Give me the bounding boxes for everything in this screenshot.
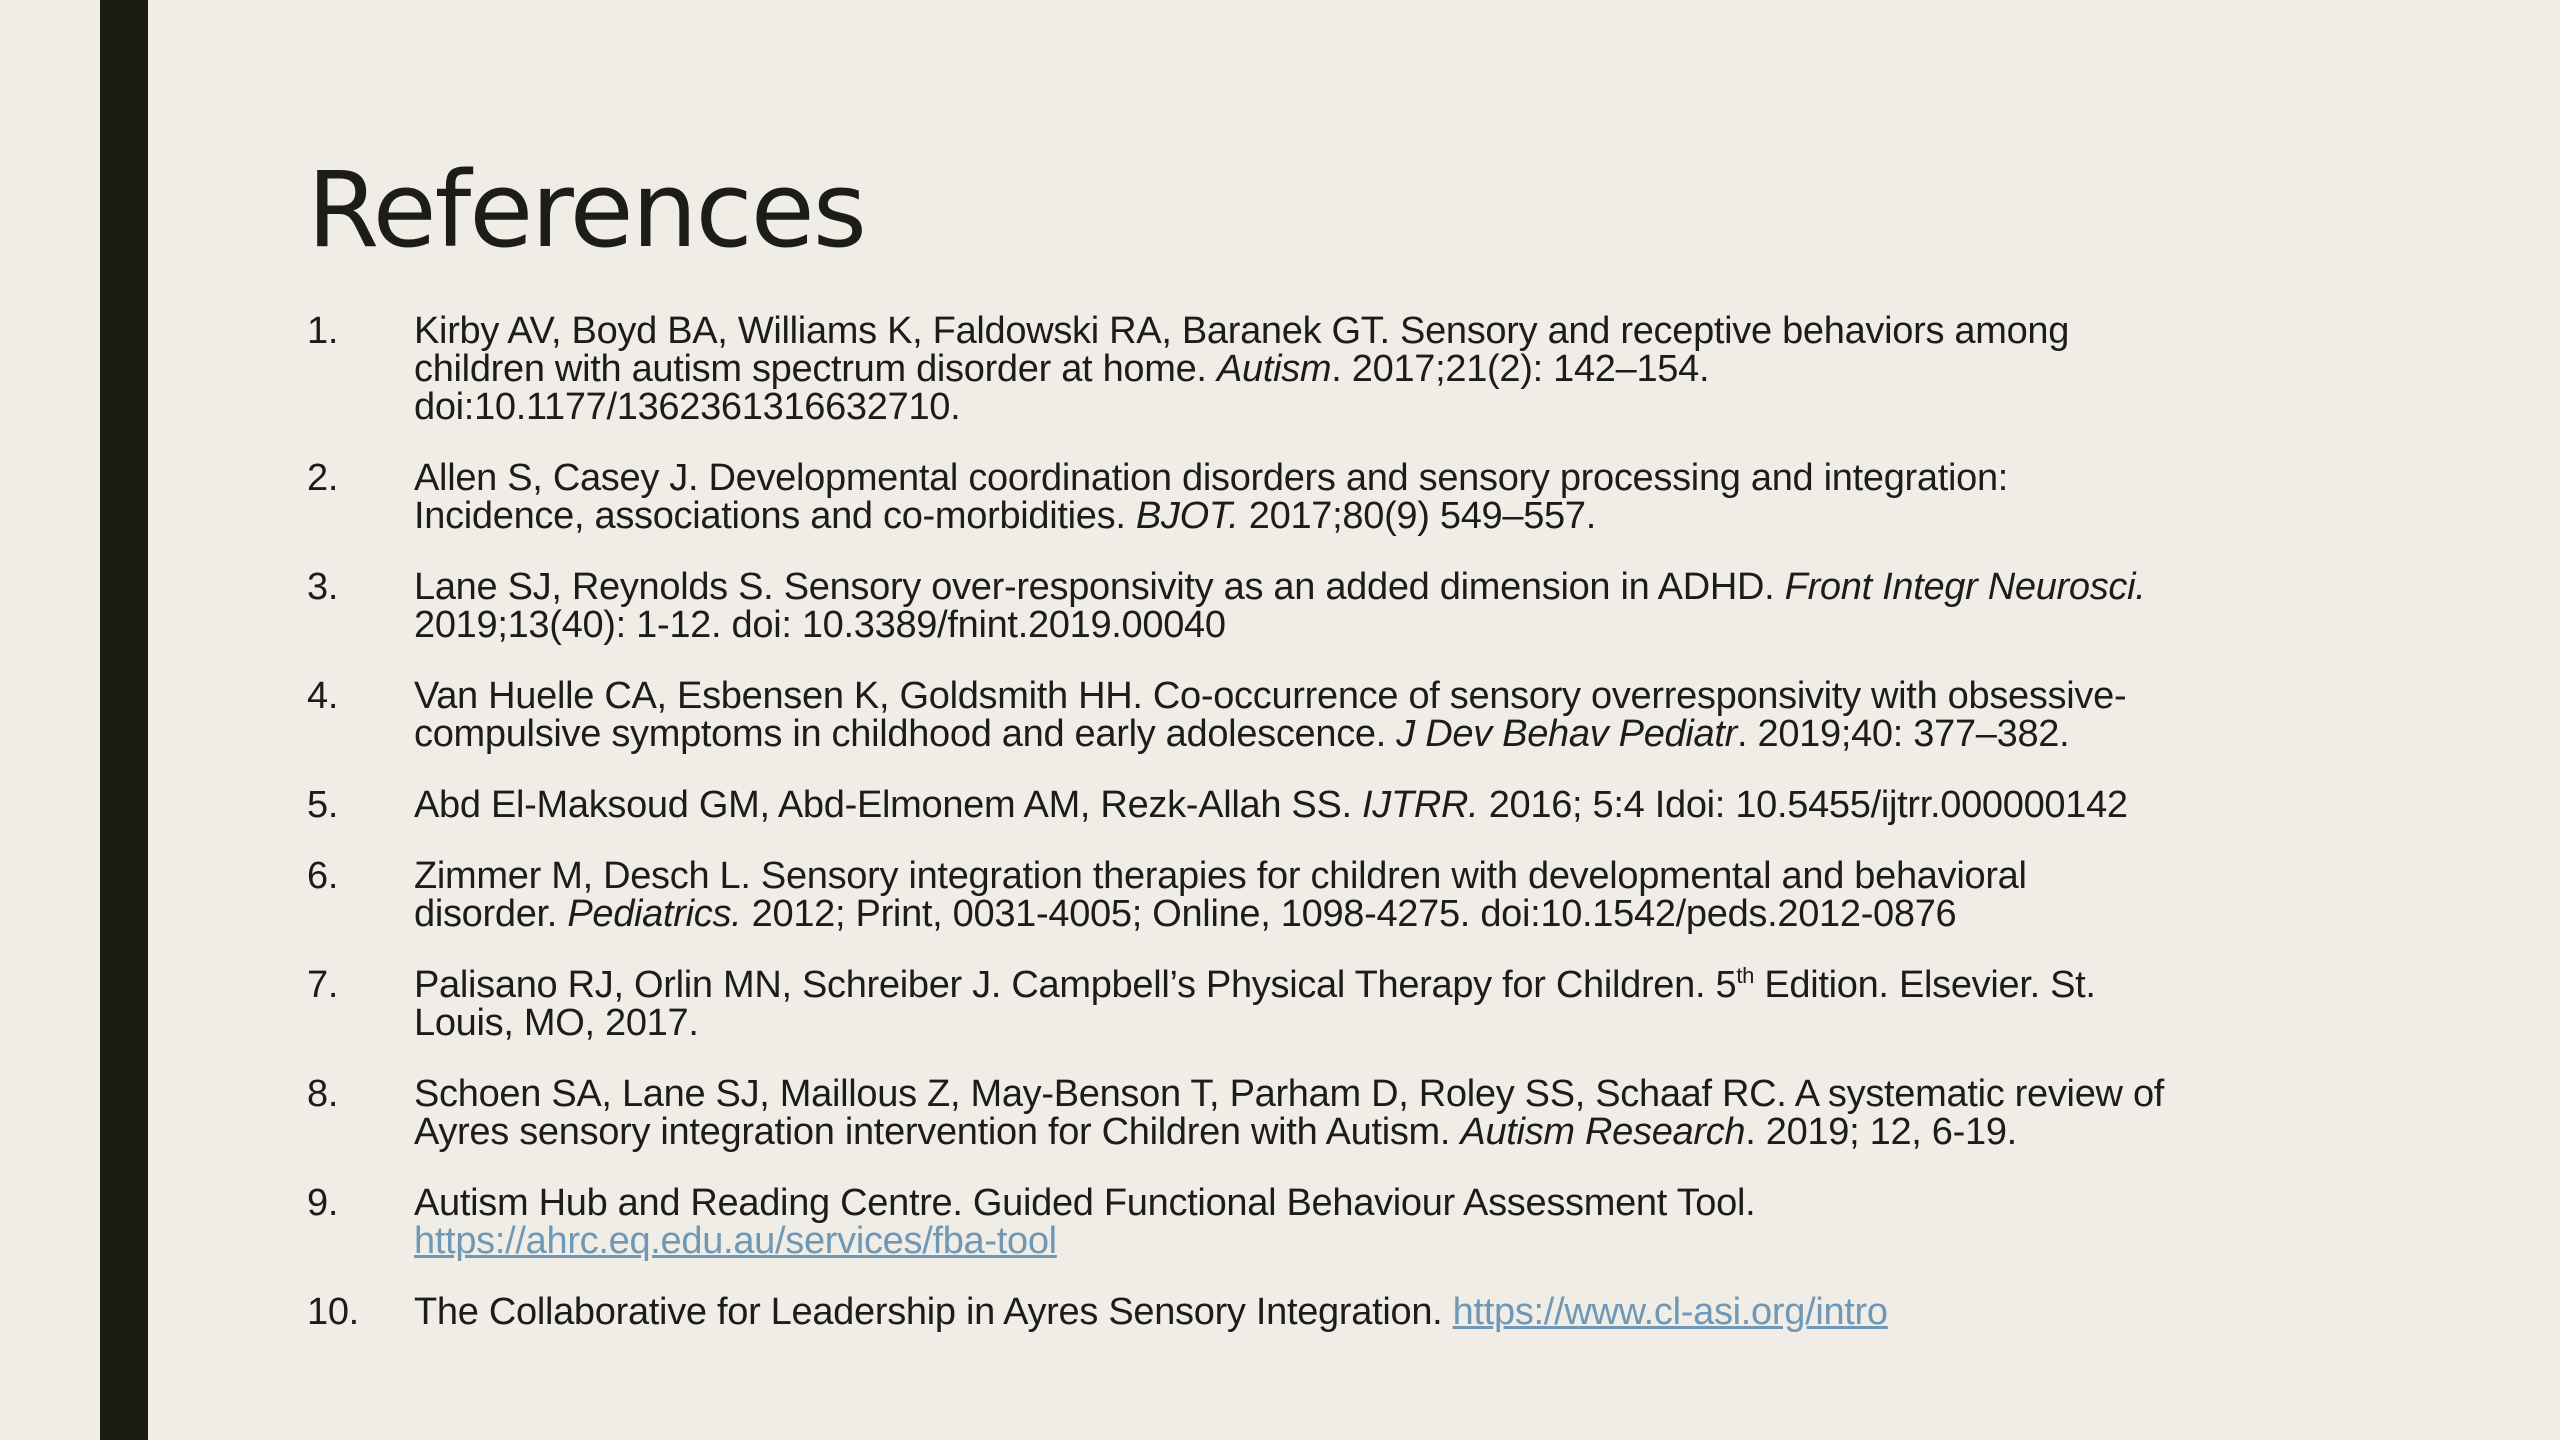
journal-name: IJTRR. (1362, 784, 1479, 826)
reference-item-5 (307, 786, 2307, 824)
journal-name: Pediatrics. (567, 893, 742, 935)
reference-text: 2017;80(9) 549–557. (1238, 495, 1596, 537)
reference-item-4 (307, 677, 2307, 753)
reference-text-line (414, 786, 2307, 824)
reference-text-line: Zimmer M, Desch L. Sensory integration therapies for children with developmental and behavioral (414, 855, 2027, 897)
journal-name: Autism Research (1460, 1111, 1746, 1153)
reference-text-line: doi:10.1177/1362361316632710. (414, 386, 961, 428)
reference-text-line (414, 895, 2307, 933)
reference-text-line: Van Huelle CA, Esbensen K, Goldsmith HH. Co-occurrence of sensory overresponsivity with obsessive- (414, 675, 2127, 717)
reference-text-line (414, 1113, 2307, 1151)
reference-number: 5. (307, 784, 339, 826)
reference-text: Incidence, associations and co-morbidities. (414, 495, 1136, 537)
reference-text-line (414, 1293, 2307, 1331)
reference-text-line: 2019;13(40): 1-12. doi: 10.3389/fnint.2019.00040 (414, 604, 1226, 646)
reference-text: . 2019;40: 377–382. (1736, 713, 2070, 755)
reference-text: Edition. Elsevier. St. (1754, 964, 2096, 1006)
reference-text-line (414, 1222, 2307, 1260)
reference-text-line (414, 963, 2307, 1006)
reference-text: The Collaborative for Leadership in Ayres Sensory Integration. (414, 1291, 1453, 1333)
reference-number: 8. (307, 1073, 339, 1115)
reference-item-8 (307, 1075, 2307, 1151)
journal-name: J Dev Behav Pediatr (1396, 713, 1737, 755)
reference-text-line (414, 568, 2307, 606)
reference-number: 2. (307, 457, 339, 499)
reference-text: Palisano RJ, Orlin MN, Schreiber J. Campbell’s Physical Therapy for Children. 5 (414, 964, 1737, 1006)
left-accent-bar (100, 0, 148, 1440)
journal-name: BJOT. (1135, 495, 1239, 537)
reference-text-line: Kirby AV, Boyd BA, Williams K, Faldowski RA, Baranek GT. Sensory and receptive behaviors among (414, 310, 2070, 352)
reference-text-line: Allen S, Casey J. Developmental coordination disorders and sensory processing and integration: (414, 457, 2009, 499)
reference-item-7 (307, 963, 2307, 1044)
reference-item-6 (307, 857, 2307, 933)
reference-text: 2016; 5:4 Idoi: 10.5455/ijtrr.000000142 (1478, 784, 2128, 826)
reference-number: 9. (307, 1182, 339, 1224)
reference-text: Abd El-Maksoud GM, Abd-Elmonem AM, Rezk-Allah SS. (414, 784, 1363, 826)
reference-text: . 2017;21(2): 142–154. (1331, 348, 1710, 390)
reference-list (307, 312, 2307, 1364)
reference-text: 2012; Print, 0031-4005; Online, 1098-4275. doi:10.1542/peds.2012-0876 (741, 893, 1957, 935)
reference-number: 4. (307, 675, 339, 717)
reference-text-line: Autism Hub and Reading Centre. Guided Functional Behaviour Assessment Tool. (414, 1182, 1756, 1224)
journal-name: Front Integr Neurosci. (1784, 566, 2146, 608)
reference-item-2 (307, 459, 2307, 535)
reference-text-line (414, 715, 2307, 753)
page-title: References (307, 149, 865, 271)
reference-item-3 (307, 568, 2307, 644)
cl-asi-link[interactable]: https://www.cl-asi.org/intro (1452, 1291, 1888, 1333)
reference-text: Ayres sensory integration intervention for Children with Autism. (414, 1111, 1461, 1153)
reference-text: compulsive symptoms in childhood and early adolescence. (414, 713, 1397, 755)
reference-text: Lane SJ, Reynolds S. Sensory over-responsivity as an added dimension in ADHD. (414, 566, 1785, 608)
reference-text: children with autism spectrum disorder at home. (414, 348, 1217, 390)
reference-text-line: Schoen SA, Lane SJ, Maillous Z, May-Benson T, Parham D, Roley SS, Schaaf RC. A systematic review of (414, 1073, 2165, 1115)
reference-text-line (414, 350, 2307, 388)
reference-number: 3. (307, 566, 339, 608)
journal-name: Autism (1216, 348, 1332, 390)
reference-number: 7. (307, 964, 339, 1006)
reference-text: . 2019; 12, 6-19. (1745, 1111, 2017, 1153)
reference-text-line (414, 497, 2307, 535)
ordinal-suffix: th (1736, 963, 1755, 988)
reference-number: 10. (307, 1291, 359, 1333)
reference-text: disorder. (414, 893, 568, 935)
reference-item-9 (307, 1184, 2307, 1260)
reference-number: 6. (307, 855, 339, 897)
reference-item-10 (307, 1293, 2307, 1331)
fba-tool-link[interactable]: https://ahrc.eq.edu.au/services/fba-tool (414, 1220, 1057, 1262)
reference-item-1 (307, 312, 2307, 426)
reference-number: 1. (307, 310, 339, 352)
reference-text-line: Louis, MO, 2017. (414, 1002, 699, 1044)
